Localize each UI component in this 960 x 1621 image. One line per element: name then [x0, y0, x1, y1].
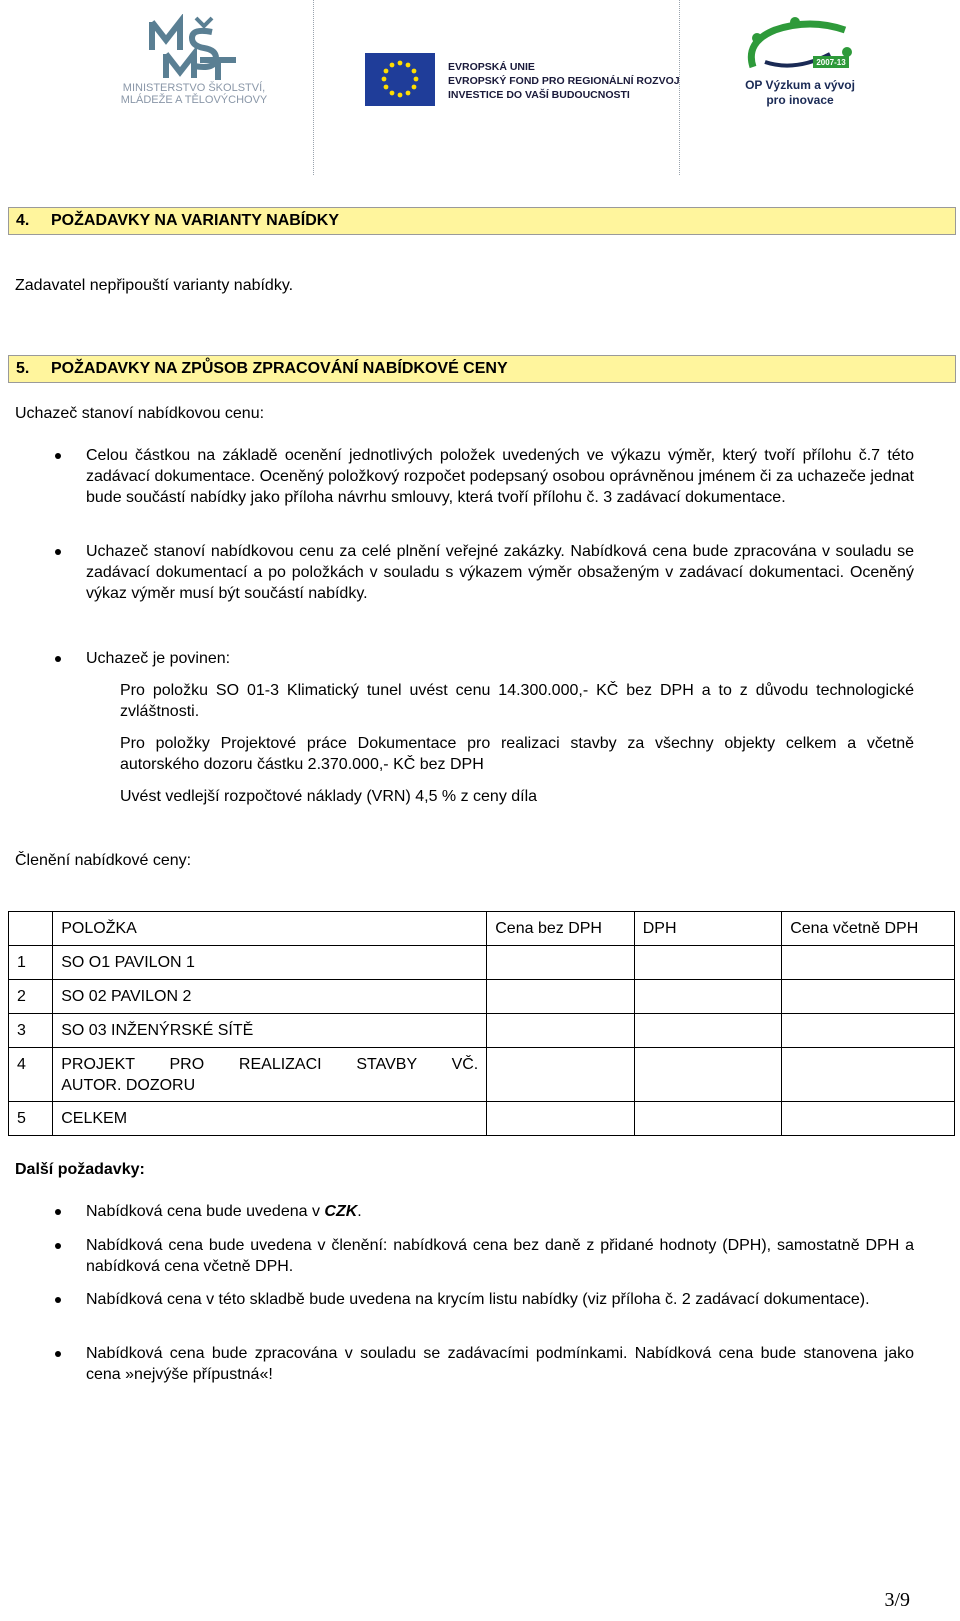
header-divider — [313, 0, 314, 175]
section-title: POŽADAVKY NA VARIANTY NABÍDKY — [51, 212, 340, 229]
section-number: 4. — [16, 212, 30, 229]
table-row — [9, 1048, 955, 1102]
row-item-line: AUTOR. DOZORU — [61, 1077, 196, 1094]
section-5-heading — [8, 355, 956, 383]
row-number: 5 — [9, 1102, 53, 1136]
obligation-paragraph: Pro položky Projektové práce Dokumentace pro realizaci stavby za všechny objekty celkem a včetně autorského dozoru částku 2.370.000,- KČ bez DPH — [120, 735, 914, 773]
row-item: SO 03 INŽENÝRSKÉ SÍTĚ — [53, 1014, 487, 1048]
eu-flag-icon — [365, 53, 435, 106]
further-requirements-heading: Další požadavky: — [15, 1161, 145, 1178]
price-cell — [487, 946, 634, 980]
table-header-cell: POLOŽKA — [53, 912, 487, 946]
bullet-paragraph: Nabídková cena bude uvedena v členění: nabídková cena bez daně z přidané hodnoty (DPH), samostatně DPH a nabídková cena včetně DPH. — [86, 1237, 914, 1275]
bullet-paragraph — [86, 1201, 914, 1222]
bullet-paragraph: Uchazeč je povinen: — [86, 650, 231, 667]
row-number: 1 — [9, 946, 53, 980]
bullet-icon — [55, 1297, 61, 1303]
section-4-heading — [8, 207, 956, 235]
eu-text-line: EVROPSKÁ UNIE — [448, 61, 535, 73]
row-item: SO 02 PAVILON 2 — [53, 980, 487, 1014]
table-row — [9, 1014, 955, 1048]
obligation-paragraph: Uvést vedlejší rozpočtové náklady (VRN) 4,5 % z ceny díla — [120, 788, 538, 805]
table-header-cell — [9, 912, 53, 946]
table-header-cell: Cena včetně DPH — [782, 912, 955, 946]
bullet-paragraph: Nabídková cena bude zpracována v souladu se zadávacími podmínkami. Nabídková cena bude stanovena jako cena »nejvýše přípustná«! — [86, 1345, 914, 1383]
msmt-name-line1: MINISTERSTVO ŠKOLSTVÍ, — [122, 82, 266, 94]
row-item: CELKEM — [53, 1102, 487, 1136]
row-item — [53, 1048, 487, 1102]
bullet-icon — [55, 453, 61, 459]
eu-text-block — [448, 60, 680, 102]
price-cell — [782, 1102, 955, 1136]
table-header-cell: DPH — [634, 912, 781, 946]
op-badge-text: 2007-13 — [816, 58, 846, 67]
section-number: 5. — [16, 360, 30, 377]
row-item-line: PROJEKT PRO REALIZACI STAVBY VČ. — [61, 1056, 479, 1073]
bullet-icon — [55, 1209, 61, 1215]
row-item: SO O1 PAVILON 1 — [53, 946, 487, 980]
bullet-text: Nabídková cena bude uvedena v — [86, 1203, 325, 1220]
price-cell — [634, 1014, 781, 1048]
price-cell — [782, 1014, 955, 1048]
row-number: 2 — [9, 980, 53, 1014]
price-cell — [634, 1102, 781, 1136]
table-row — [9, 946, 955, 980]
price-cell — [634, 980, 781, 1014]
price-cell — [487, 980, 634, 1014]
currency-text: CZK — [324, 1203, 358, 1220]
bullet-paragraph: Celou částkou na základě ocenění jednotlivých položek uvedených ve výkazu výměr, který tvoří přílohu č.7 této zadávací dokumentace. Oceněný položkový rozpočet podepsaný osobou oprávněnou jménem či za uchazeče jednat bude součástí nabídky jako příloha návrhu smlouvy, která tvoří přílohu č. 3 zadávací dokumentace. — [86, 447, 914, 506]
price-cell — [782, 1048, 955, 1102]
table-row — [9, 1102, 955, 1136]
price-cell — [634, 946, 781, 980]
table-row — [9, 980, 955, 1014]
msmt-name-line2: MLÁDEŽE A TĚLOVÝCHOVY — [120, 94, 268, 106]
eu-text-line: INVESTICE DO VAŠÍ BUDOUCNOSTI — [448, 89, 630, 101]
op-text-line1: OP Výzkum a vývoj — [745, 78, 855, 92]
table-header-cell: Cena bez DPH — [487, 912, 634, 946]
table-header-row — [9, 912, 955, 946]
op-text-line2: pro inovace — [766, 93, 834, 107]
price-cell — [782, 980, 955, 1014]
section-4-text: Zadavatel nepřipouští varianty nabídky. — [15, 277, 294, 294]
price-cell — [782, 946, 955, 980]
price-cell — [487, 1102, 634, 1136]
bullet-icon — [55, 656, 61, 662]
bullet-icon — [55, 1243, 61, 1249]
eu-text-line: EVROPSKÝ FOND PRO REGIONÁLNÍ ROZVOJ — [448, 75, 680, 87]
table-caption: Členění nabídkové ceny: — [15, 852, 192, 869]
row-number: 4 — [9, 1048, 53, 1102]
price-cell — [487, 1048, 634, 1102]
price-cell — [487, 1014, 634, 1048]
op-text-block — [735, 78, 865, 108]
page-number: 3/9 — [884, 1589, 910, 1611]
bullet-icon — [55, 549, 61, 555]
bullet-icon — [55, 1351, 61, 1357]
section-title: POŽADAVKY NA ZPŮSOB ZPRACOVÁNÍ NABÍDKOVÉ CENY — [51, 360, 508, 377]
section-5-intro: Uchazeč stanoví nabídkovou cenu: — [15, 405, 265, 422]
msmt-emblem-icon — [104, 14, 284, 84]
price-breakdown-table — [8, 911, 955, 1136]
price-cell — [634, 1048, 781, 1102]
row-number: 3 — [9, 1014, 53, 1048]
msmt-logo — [104, 14, 284, 109]
obligation-paragraph: Pro položku SO 01-3 Klimatický tunel uvést cenu 14.300.000,- KČ bez DPH a to z důvodu technologické zvláštnosti. — [120, 682, 914, 720]
bullet-text: . — [357, 1203, 362, 1220]
bullet-paragraph: Nabídková cena v této skladbě bude uvedena na krycím listu nabídky (viz příloha č. 2 zadávací dokumentace). — [86, 1291, 870, 1308]
bullet-paragraph: Uchazeč stanoví nabídkovou cenu za celé plnění veřejné zakázky. Nabídková cena bude zpracována v souladu se zadávací dokumentací a po položkách v souladu s výkazem výměr obsaženým v zadávací dokumentaci. Oceněný výkaz výměr musí být součástí nabídky. — [86, 543, 914, 602]
